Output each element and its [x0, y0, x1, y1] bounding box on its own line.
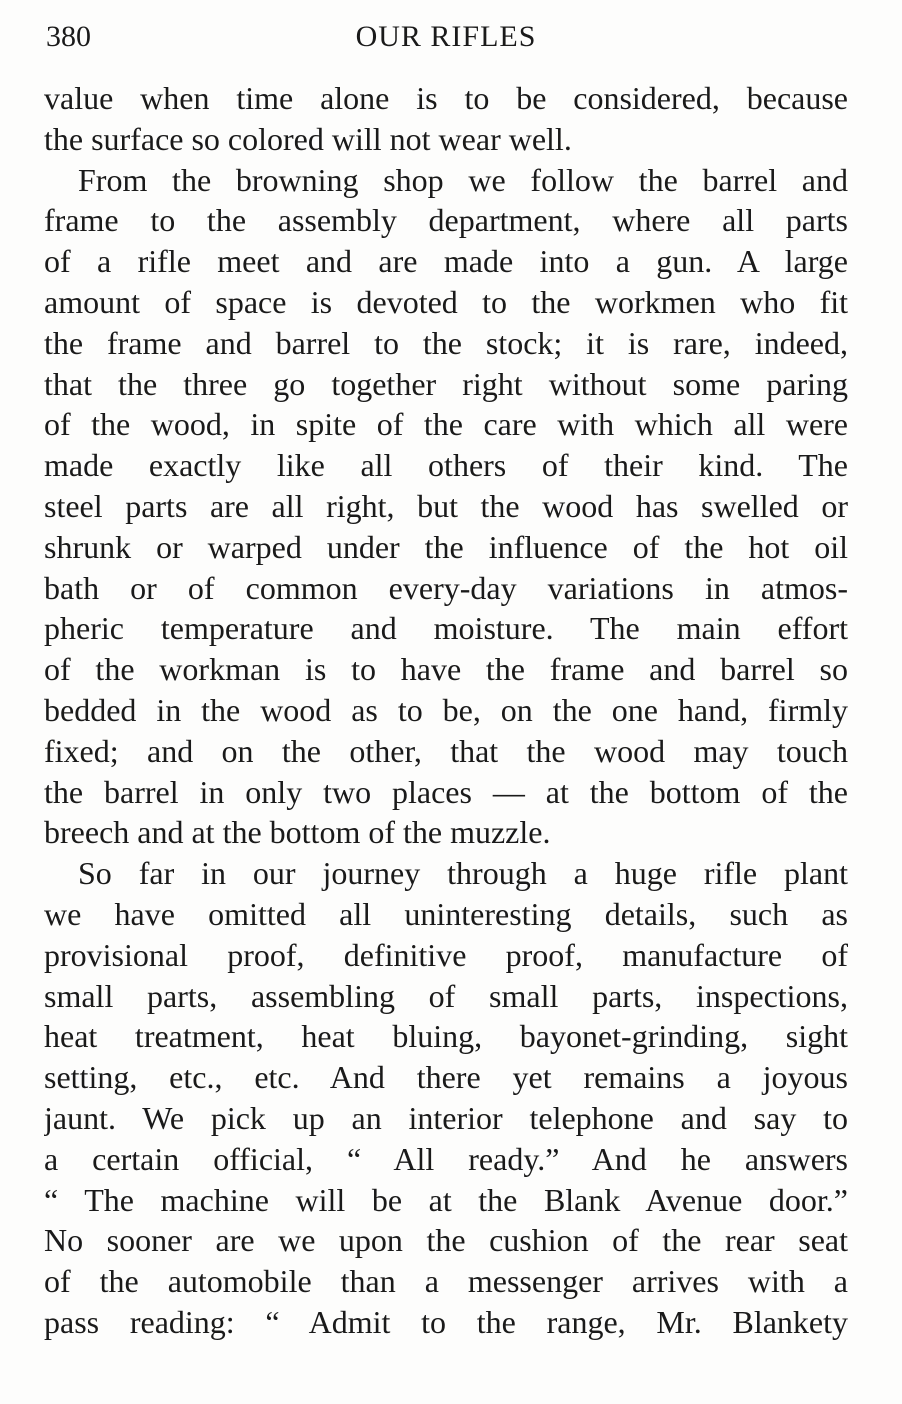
- text-line: jaunt. We pick up an interior telephone and say to: [44, 1099, 848, 1136]
- text-line: that the three go together right without some paring: [44, 365, 848, 402]
- text-line: small parts, assembling of small parts, inspections,: [44, 977, 848, 1014]
- text-line: “ The machine will be at the Blank Avenue door.”: [44, 1181, 848, 1218]
- text-line: fixed; and on the other, that the wood may touch: [44, 732, 848, 769]
- text-line: a certain official, “ All ready.” And he answers: [44, 1140, 848, 1177]
- text-line: amount of space is devoted to the workmen who fit: [44, 283, 848, 320]
- text-line: value when time alone is to be considered, because: [44, 80, 848, 116]
- text-line: of a rifle meet and are made into a gun. A large: [44, 243, 848, 280]
- text-line: steel parts are all right, but the wood has swelled or: [44, 487, 848, 524]
- text-line: bath or of common every-day variations in atmos-: [44, 569, 848, 606]
- text-line: the surface so colored will not wear well.: [44, 120, 572, 157]
- text-line: setting, etc., etc. And there yet remains a joyous: [44, 1059, 848, 1096]
- text-line: No sooner are we upon the cushion of the rear seat: [44, 1222, 848, 1259]
- text-line: of the workman is to have the frame and barrel so: [44, 651, 848, 688]
- paragraph: [44, 78, 848, 160]
- text-line: made exactly like all others of their kind. The: [44, 447, 848, 484]
- text-line: breech and at the bottom of the muzzle.: [44, 814, 551, 851]
- body-text: [44, 78, 848, 1343]
- text-line: the barrel in only two places — at the bottom of the: [44, 773, 848, 810]
- text-line: So far in our journey through a huge rifle plant: [78, 855, 848, 892]
- text-line: provisional proof, definitive proof, manufacture of: [44, 936, 848, 973]
- text-line: heat treatment, heat bluing, bayonet-grinding, sight: [44, 1018, 848, 1055]
- text-line: pheric temperature and moisture. The main effort: [44, 610, 848, 647]
- paragraph: [44, 853, 848, 1343]
- running-head: [46, 16, 846, 56]
- paragraph: [44, 160, 848, 854]
- text-line: of the automobile than a messenger arrives with a: [44, 1263, 848, 1300]
- text-line: of the wood, in spite of the care with which all were: [44, 406, 848, 443]
- text-line: pass reading: “ Admit to the range, Mr. Blankety: [44, 1303, 848, 1340]
- text-line: From the browning shop we follow the barrel and: [78, 161, 848, 198]
- page-number: 380: [46, 20, 91, 53]
- text-line: bedded in the wood as to be, on the one hand, firmly: [44, 691, 848, 728]
- text-line: we have omitted all uninteresting details, such as: [44, 895, 848, 932]
- running-title: OUR RIFLES: [355, 20, 537, 53]
- text-line: shrunk or warped under the influence of the hot oil: [44, 528, 848, 565]
- text-line: frame to the assembly department, where all parts: [44, 202, 848, 239]
- text-line: the frame and barrel to the stock; it is rare, indeed,: [44, 324, 848, 361]
